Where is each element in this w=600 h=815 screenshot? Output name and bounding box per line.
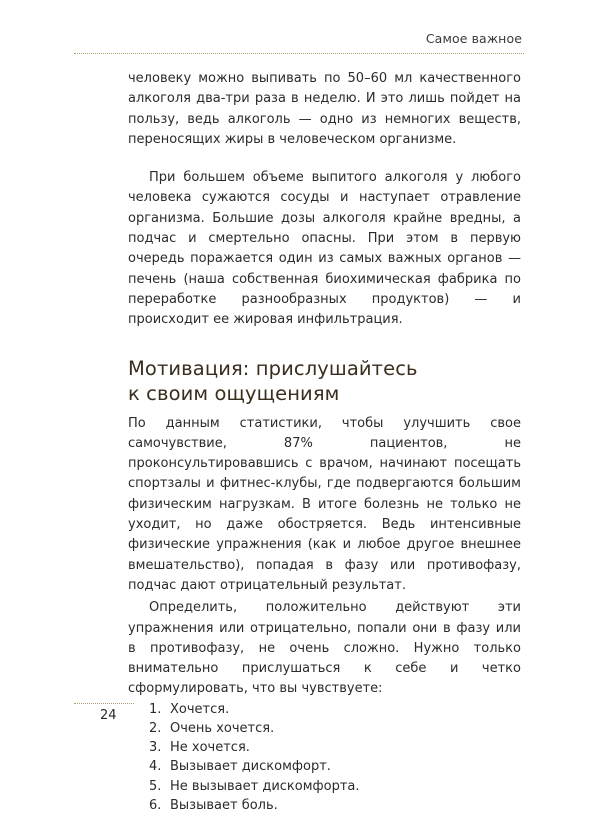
paragraph-2: При большем объеме выпитого алкоголя у любого человека сужаются сосуды и наступает отравление организма. Большие дозы алкоголя крайне вредны, а подчас и смертельно опасны. При этом в первую очередь поражается один из самых важных органов — печень (наша собственная биохимическая фабрика по переработке разнообразных продуктов) — и происходит ее жировая инфильтрация.: [128, 170, 521, 328]
list-item-text: Вызывает боль.: [170, 797, 278, 813]
list-item: [149, 796, 521, 815]
section-heading-line-1: Мотивация: прислушайтесь: [128, 356, 418, 380]
paragraph-3: По данным статистики, чтобы улучшить свое самочувствие, 87% пациентов, не проконсультировавшись с врачом, начинают посещать спортзалы и фитнес-клубы, где подвергаются большим физическим нагрузкам. В итоге болезнь не только не уходит, но даже обостряется. Ведь интенсивные физические упражнения (как и любое другое внешнее вмешательство), попадая в фазу или противофазу, подчас дают отрицательный результат.: [128, 415, 521, 593]
list-item: [149, 777, 521, 796]
list-item-number: 4.: [149, 759, 162, 775]
list-item: [149, 700, 521, 719]
feelings-list: [128, 700, 521, 815]
section-heading-line-2: к своим ощущениям: [128, 381, 340, 405]
running-head: Самое важное: [425, 31, 522, 46]
list-item-number: 6.: [149, 797, 162, 813]
list-item-text: Вызывает дискомфорт.: [170, 759, 331, 775]
list-item-text: Очень хочется.: [170, 720, 275, 736]
list-item-text: Хочется.: [170, 701, 230, 717]
page-number: 24: [100, 708, 117, 723]
paragraph-1: человеку можно выпивать по 50–60 мл качественного алкоголя два-три раза в неделю. И это лишь пойдет на пользу, ведь алкоголь — одно из немногих веществ, переносящих жиры в человеческом организме.: [128, 71, 521, 147]
list-item: [149, 738, 521, 757]
list-item-number: 3.: [149, 740, 162, 756]
list-item: [149, 719, 521, 738]
list-item: [149, 757, 521, 776]
list-item-text: Не вызывает дискомфорта.: [170, 778, 360, 794]
list-item-number: 2.: [149, 720, 162, 736]
page-body: [128, 69, 521, 815]
list-item-number: 1.: [149, 701, 162, 717]
header-divider: [74, 53, 524, 54]
list-item-number: 5.: [149, 778, 162, 794]
paragraph-4: Определить, положительно действуют эти упражнения или отрицательно, попали они в фазу или в противофазу, не очень сложно. Нужно только внимательно прислушаться к себе и четко сформулировать, что вы чувствуете:: [128, 600, 521, 697]
section-heading: [128, 356, 521, 406]
footer-divider: [74, 703, 134, 704]
list-item-text: Не хочется.: [170, 740, 250, 756]
